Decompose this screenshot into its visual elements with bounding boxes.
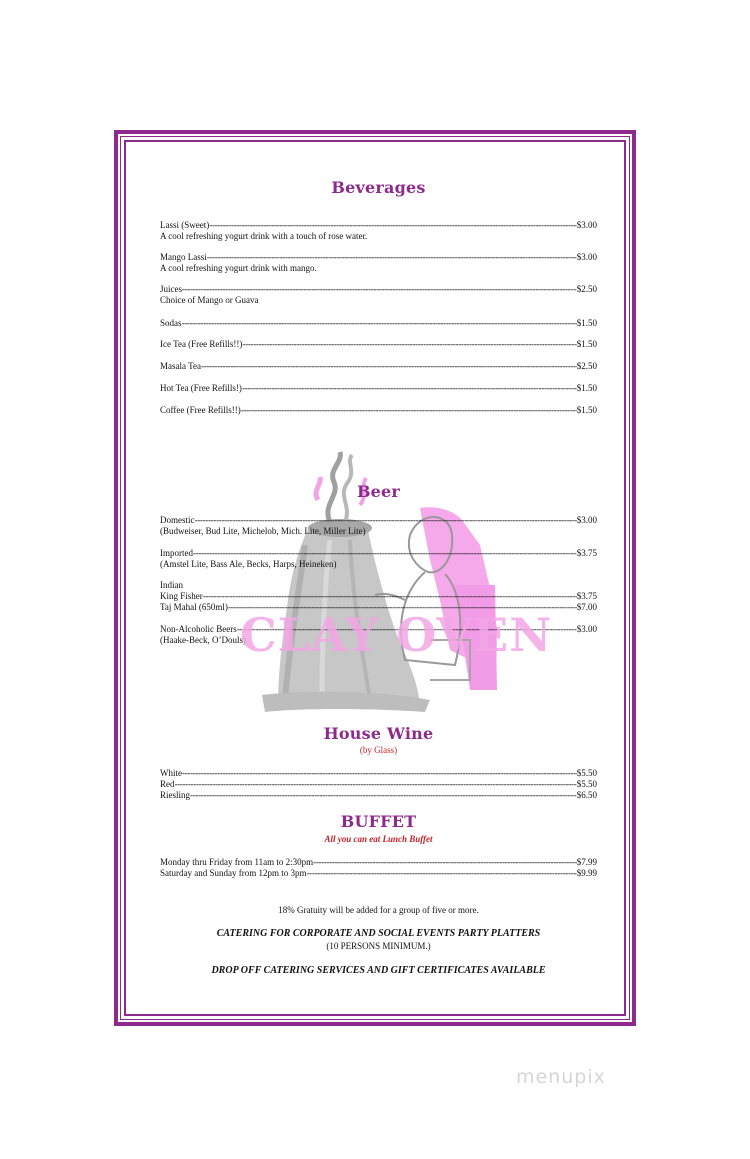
- item-name: Domestic: [160, 515, 195, 525]
- item-description: A cool refreshing yogurt drink with mango.: [160, 263, 317, 273]
- item-name: Taj Mahal (650ml): [160, 602, 228, 612]
- item-price: $3.00: [576, 220, 597, 230]
- item-price: $2.50: [576, 361, 597, 371]
- item-price: $3.75: [576, 591, 597, 601]
- menu-item-row: [160, 220, 597, 231]
- menu-item-row: [160, 624, 597, 635]
- house-wine-heading: House Wine: [323, 724, 434, 743]
- item-name: Riesling: [160, 790, 191, 800]
- item-price: $3.00: [576, 252, 597, 262]
- house-wine-subtitle: (by Glass): [359, 745, 398, 755]
- menu-item-row: [160, 790, 597, 801]
- menu-item-row: [160, 768, 597, 779]
- catering-note: CATERING FOR CORPORATE AND SOCIAL EVENTS PARTY PLATTERS: [216, 928, 541, 939]
- menu-item-row: [160, 405, 597, 416]
- item-name: White: [160, 768, 182, 778]
- menu-item-row: [160, 318, 597, 329]
- menu-item-row: [160, 868, 597, 879]
- menu-content: [160, 134, 597, 1022]
- item-price: -$5.50: [573, 779, 597, 789]
- item-name: King Fisher: [160, 591, 203, 601]
- item-price: --$2.50: [570, 284, 597, 294]
- clay-oven-watermark-text: CLAY OVEN: [240, 608, 553, 662]
- item-name: Red: [160, 779, 175, 789]
- item-price: -$3.75: [573, 548, 597, 558]
- menu-item-row: [160, 284, 597, 295]
- menu-item-row: [160, 591, 597, 602]
- item-price: $5.50: [576, 768, 597, 778]
- item-description: Choice of Mango or Guava: [160, 295, 259, 305]
- item-name: Juices: [160, 284, 182, 294]
- beverages-heading: Beverages: [331, 178, 426, 197]
- beer-heading: Beer: [356, 482, 401, 501]
- item-price: $1.50: [576, 339, 597, 349]
- item-price: $3.00: [576, 624, 597, 634]
- buffet-subtitle: All you can eat Lunch Buffet: [324, 834, 433, 844]
- item-description: (Haake-Beck, O’Douls): [160, 635, 246, 645]
- item-name: Saturday and Sunday from 12pm to 3pm: [160, 868, 307, 878]
- menu-item-row: [160, 361, 597, 372]
- item-price: $1.50: [576, 405, 597, 415]
- item-name: Monday thru Friday from 11am to 2:30pm: [160, 857, 314, 867]
- item-name: Hot Tea (Free Refills!): [160, 383, 242, 393]
- item-name: Imported: [160, 548, 193, 558]
- item-name: Mango Lassi: [160, 252, 207, 262]
- item-price: $3.00: [576, 515, 597, 525]
- item-price: $1.50: [576, 383, 597, 393]
- item-price: $7.99: [576, 857, 597, 867]
- menu-item-row: [160, 779, 597, 790]
- menu-item-row: [160, 602, 597, 613]
- item-description: (Amstel Lite, Bass Ale, Becks, Harps, Heineken): [160, 559, 337, 569]
- item-price: -$6.50: [573, 790, 597, 800]
- item-price: $1.50: [576, 318, 597, 328]
- gratuity-note: 18% Gratuity will be added for a group of five or more.: [278, 905, 479, 915]
- menu-item-row: [160, 515, 597, 526]
- item-name: Coffee (Free Refills!!): [160, 405, 241, 415]
- menu-item-row: [160, 339, 597, 350]
- catering-minimum-note: (10 PERSONS MINIMUM.): [326, 941, 431, 951]
- buffet-heading: BUFFET: [340, 812, 417, 831]
- item-price: $9.99: [576, 868, 597, 878]
- item-name: Non-Alcoholic Beers: [160, 624, 237, 634]
- indian-beer-label: Indian: [160, 580, 183, 590]
- item-price: $7.00: [576, 602, 597, 612]
- menu-item-row: [160, 857, 597, 868]
- item-description: (Budweiser, Bud Lite, Michelob, Mich. Lite, Miller Lite): [160, 526, 366, 536]
- item-name: Lassi (Sweet): [160, 220, 210, 230]
- menu-item-row: [160, 383, 597, 394]
- menu-item-row: [160, 252, 597, 263]
- menu-page-border: [114, 130, 636, 1026]
- menu-item-row: [160, 548, 597, 559]
- item-name: Masala Tea: [160, 361, 201, 371]
- item-name: Sodas: [160, 318, 182, 328]
- menupix-watermark: menupix: [516, 1066, 606, 1088]
- item-name: Ice Tea (Free Refills!!): [160, 339, 243, 349]
- item-description: A cool refreshing yogurt drink with a touch of rose water.: [160, 231, 368, 241]
- dropoff-catering-note: DROP OFF CATERING SERVICES AND GIFT CERTIFICATES AVAILABLE: [211, 965, 546, 976]
